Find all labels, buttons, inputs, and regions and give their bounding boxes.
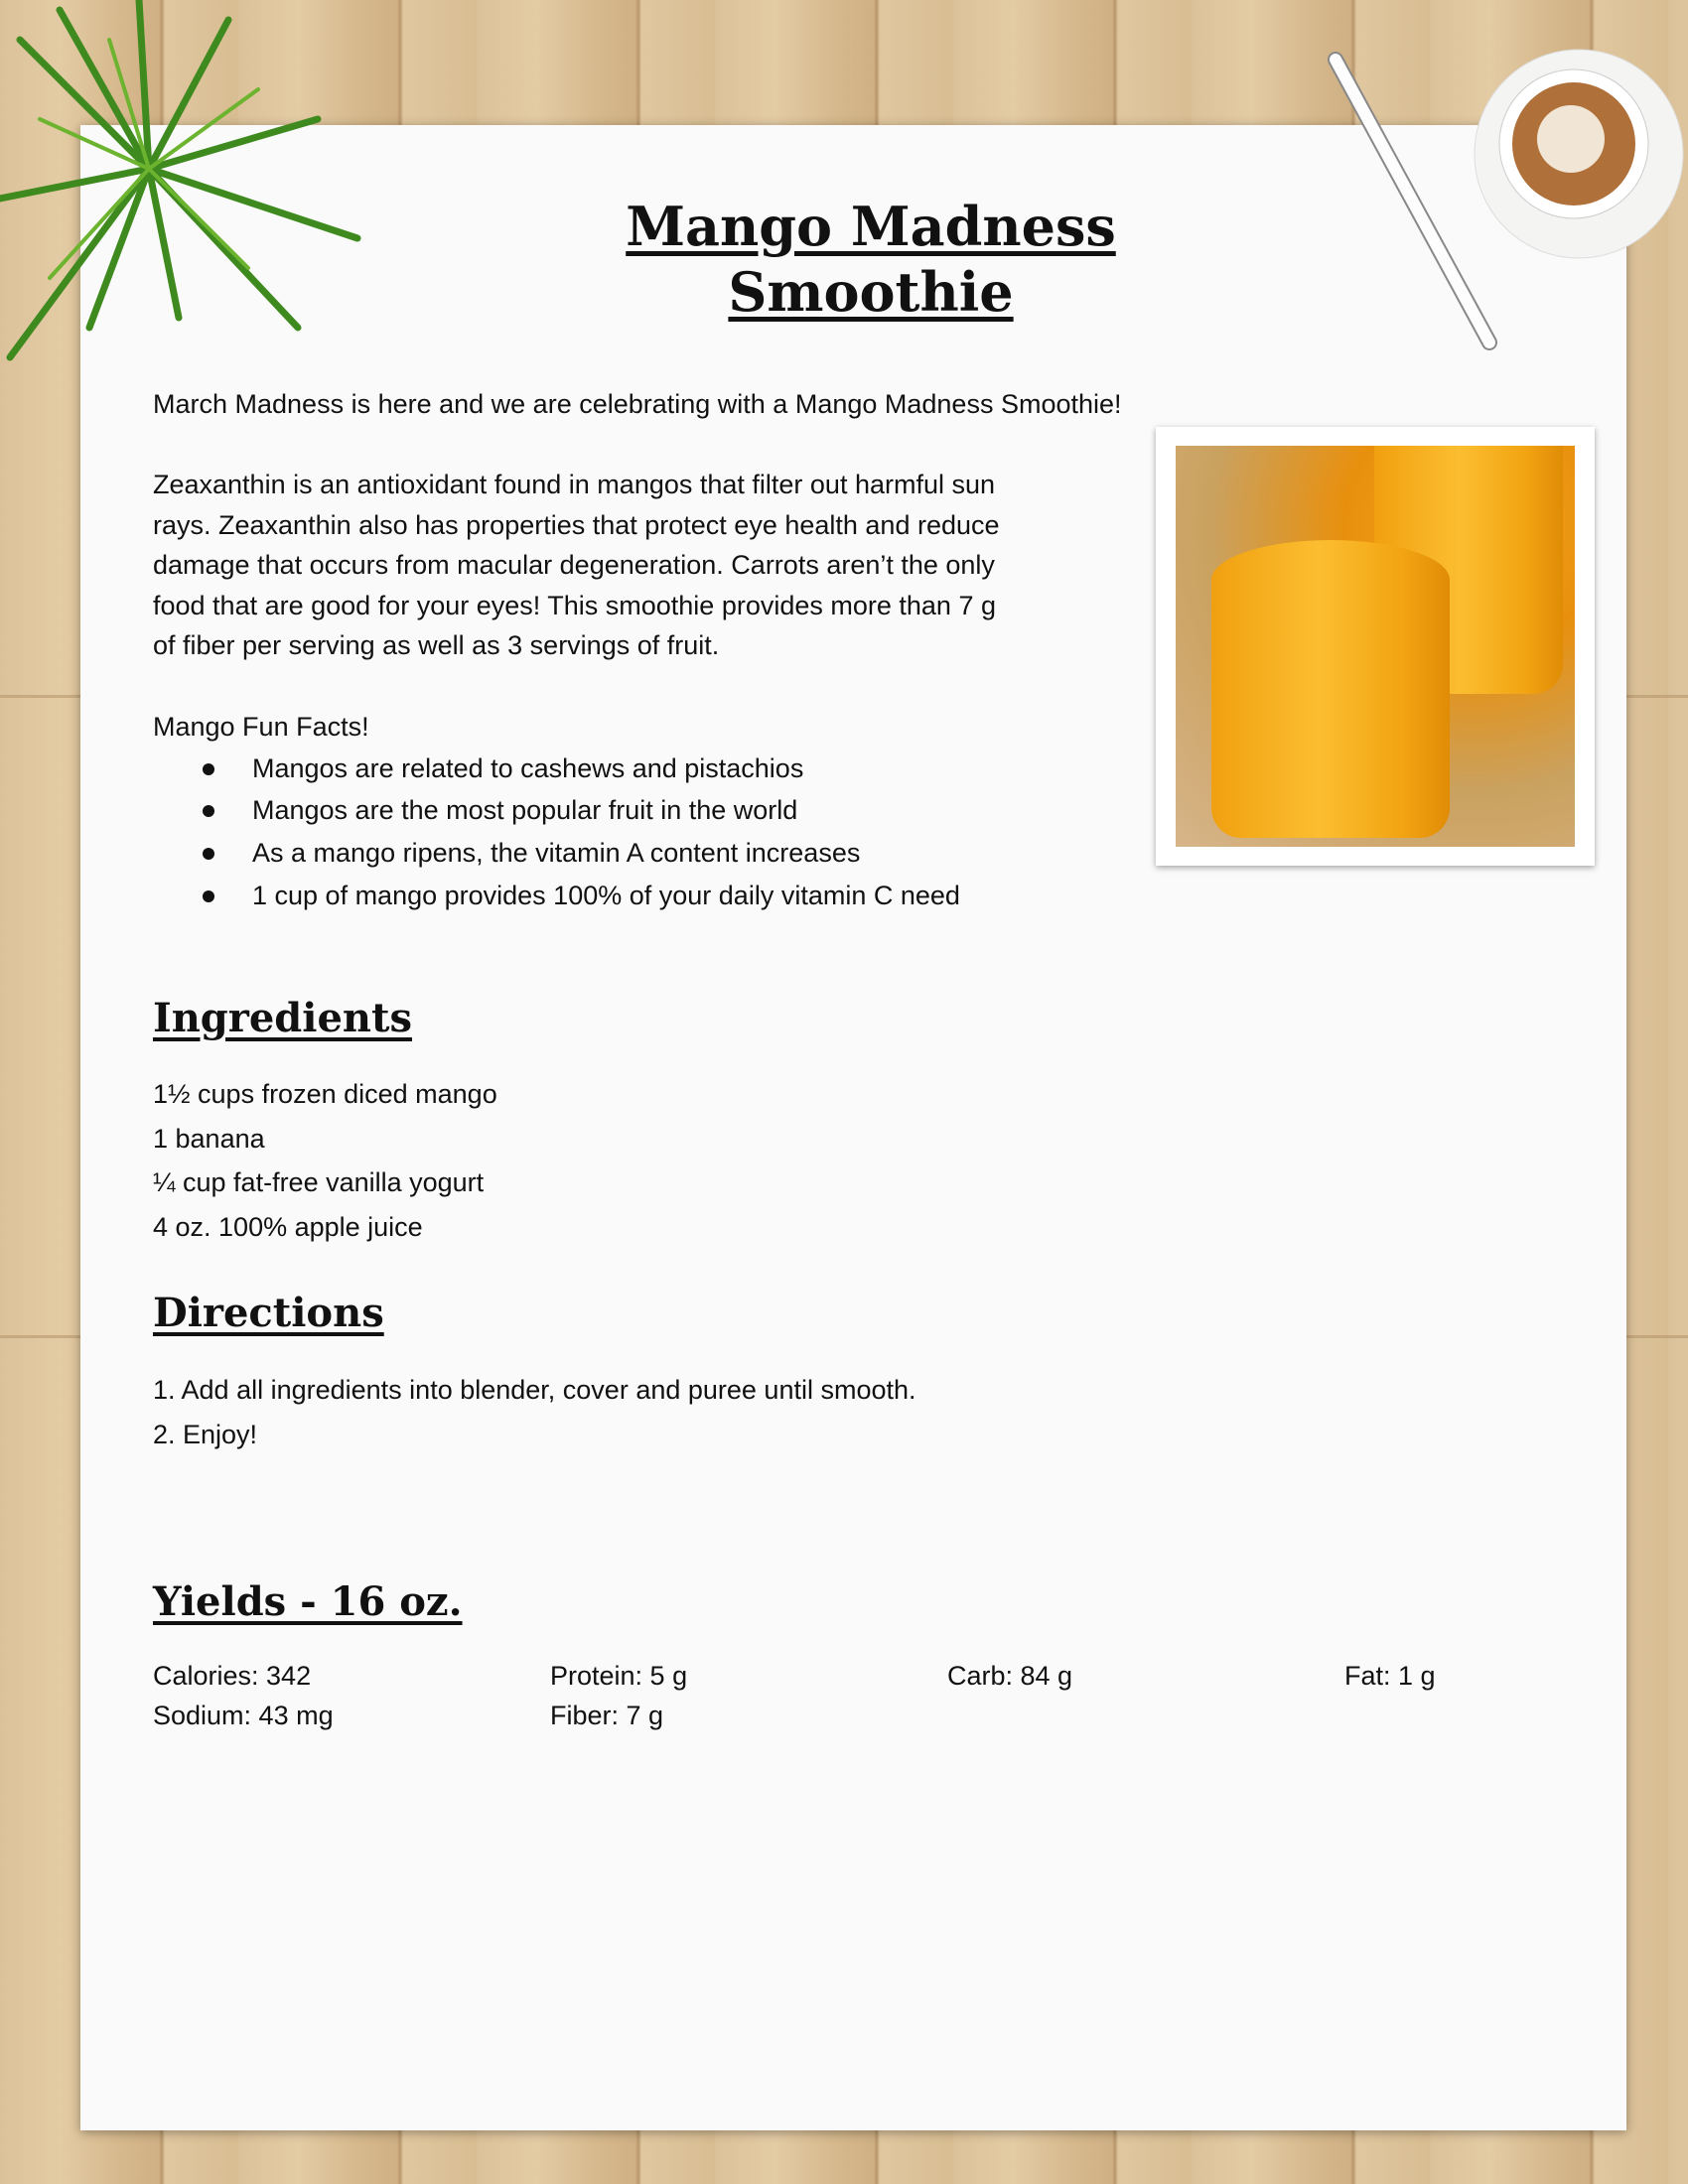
list-item: 1 cup of mango provides 100% of your daily vitamin C need <box>252 881 960 910</box>
ingredient-item: 1 banana <box>153 1123 265 1154</box>
fun-facts-heading: Mango Fun Facts! <box>153 712 369 742</box>
paragraph-line: food that are good for your eyes! This smoothie provides more than 7 g <box>153 590 996 620</box>
protein: Protein: 5 g <box>550 1661 688 1691</box>
title-line-2: Smoothie <box>728 260 1014 324</box>
ingredients-list <box>153 1072 497 1249</box>
bullet-icon <box>203 805 214 817</box>
bullet-icon <box>203 848 214 860</box>
yields-heading: Yields - 16 oz. <box>153 1578 463 1625</box>
intro-text: March Madness is here and we are celebrating with a Mango Madness Smoothie! <box>153 389 1122 419</box>
calories: Calories: 342 <box>153 1661 312 1691</box>
fat: Fat: 1 g <box>1344 1661 1436 1691</box>
list-item: Mangos are related to cashews and pistachios <box>252 753 804 783</box>
paragraph-line: rays. Zeaxanthin also has properties that protect eye health and reduce <box>153 509 1000 540</box>
bullet-icon <box>203 890 214 902</box>
directions-heading: Directions <box>153 1290 384 1336</box>
paragraph-line: Zeaxanthin is an antioxidant found in mangos that filter out harmful sun <box>153 470 996 499</box>
list-item: Mangos are the most popular fruit in the world <box>252 795 798 825</box>
paragraph-line: damage that occurs from macular degeneration. Carrots aren’t the only <box>153 550 995 581</box>
sodium: Sodium: 43 mg <box>153 1701 334 1730</box>
ingredient-item: ¼ cup fat-free vanilla yogurt <box>153 1167 485 1198</box>
ingredient-item: 1½ cups frozen diced mango <box>153 1079 497 1109</box>
list-item: As a mango ripens, the vitamin A content increases <box>252 838 861 868</box>
glass-front <box>1211 540 1450 838</box>
carb: Carb: 84 g <box>947 1661 1073 1691</box>
bullet-icon <box>203 763 214 775</box>
smoothie-photo <box>1156 427 1595 866</box>
direction-step: 1. Add all ingredients into blender, cover and puree until smooth. <box>153 1375 916 1405</box>
directions-list <box>153 1368 916 1456</box>
paragraph-line: of fiber per serving as well as 3 servings of fruit. <box>153 630 720 661</box>
ingredient-item: 4 oz. 100% apple juice <box>153 1211 423 1242</box>
title-line-1: Mango Madness <box>626 195 1116 258</box>
ingredients-heading: Ingredients <box>153 995 412 1041</box>
direction-step: 2. Enjoy! <box>153 1419 258 1449</box>
description-paragraph <box>153 465 1000 666</box>
fiber: Fiber: 7 g <box>550 1701 664 1730</box>
page-title <box>0 194 1688 325</box>
